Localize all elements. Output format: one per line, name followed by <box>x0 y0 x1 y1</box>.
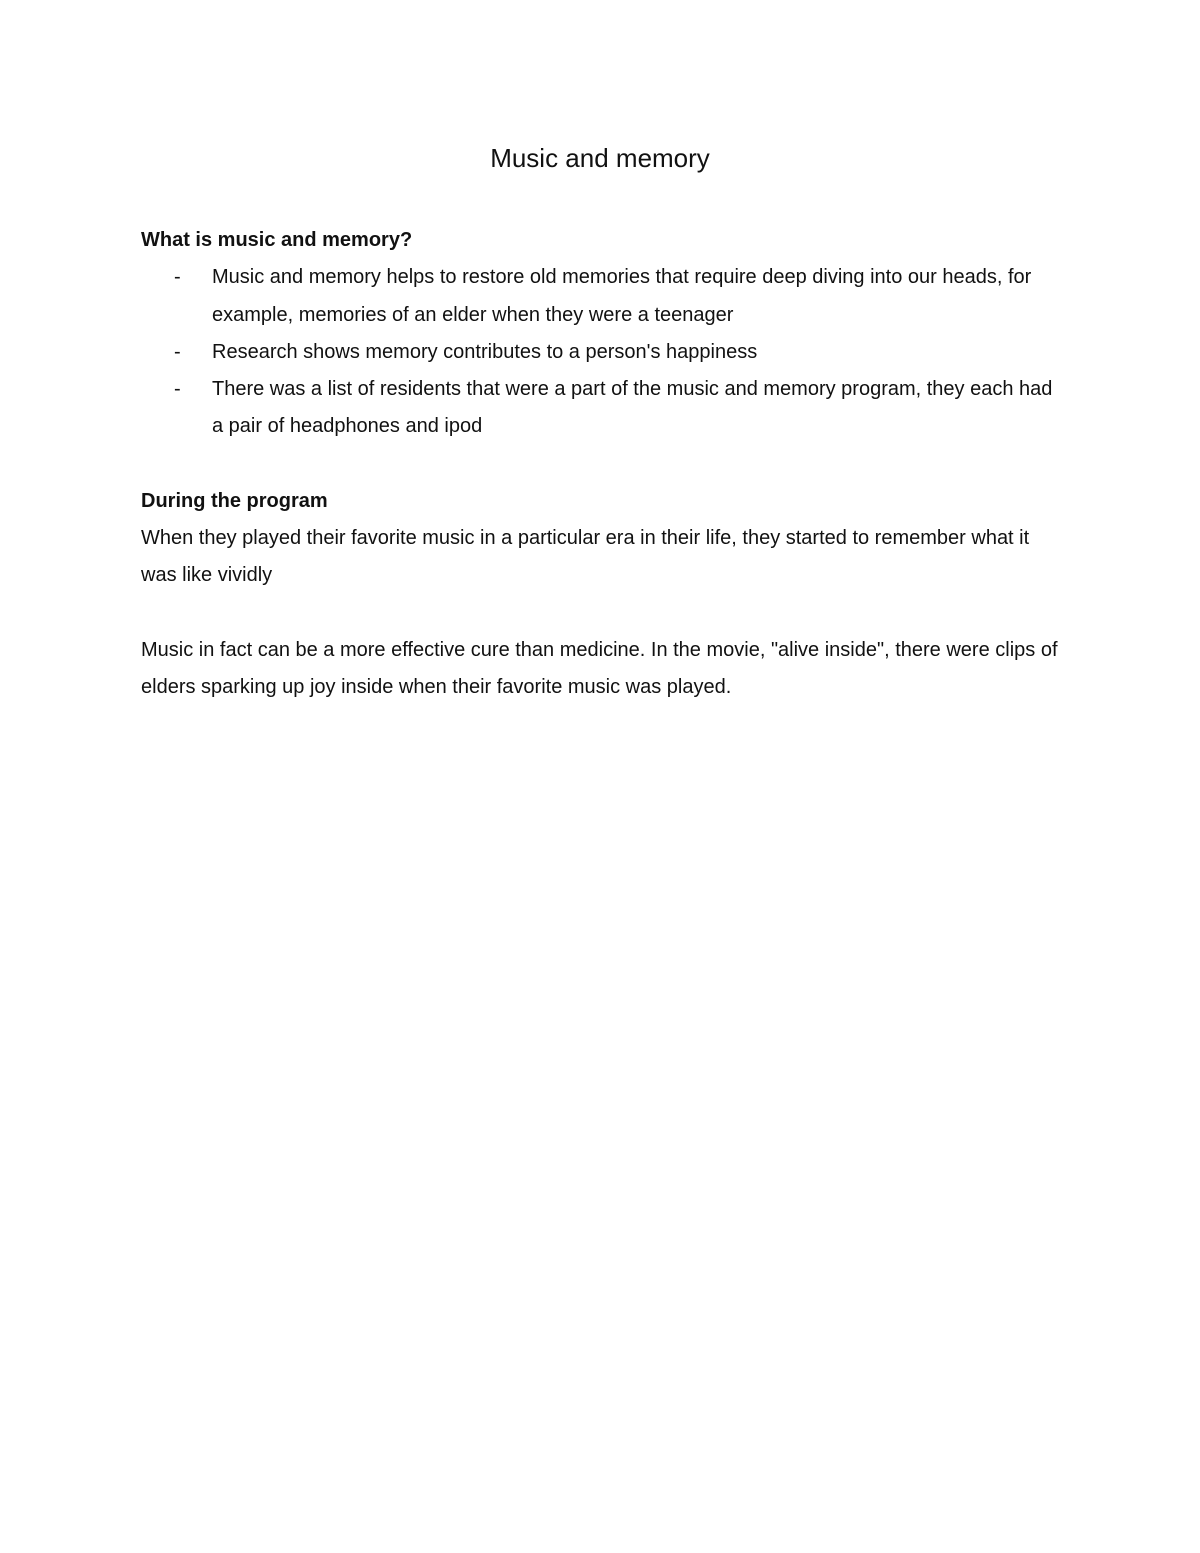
list-item-text: There was a list of residents that were a part of the music and memory program, they each had a pair of headphones and ipod <box>212 378 1053 438</box>
section-heading-during-program: During the program <box>141 489 328 512</box>
list-item <box>141 259 1066 334</box>
document-body <box>141 222 1066 706</box>
bullet-list <box>141 259 1066 445</box>
page-title: Music and memory <box>490 143 710 173</box>
spacer <box>141 595 1066 632</box>
paragraph: When they played their favorite music in a particular era in their life, they started to remember what it was like vividly <box>141 527 1030 587</box>
paragraph: Music in fact can be a more effective cure than medicine. In the movie, "alive inside", there were clips of elders sparking up joy inside when their favorite music was played. <box>141 638 1058 698</box>
list-item-text: Research shows memory contributes to a person's happiness <box>212 340 758 363</box>
spacer <box>141 446 1066 483</box>
dash-marker: - <box>174 340 181 363</box>
dash-marker: - <box>174 378 181 401</box>
list-item-text: Music and memory helps to restore old memories that require deep diving into our heads, for example, memories of an elder when they were a teenager <box>212 266 1032 326</box>
section-heading-what-is: What is music and memory? <box>141 229 413 251</box>
list-item <box>141 371 1066 446</box>
list-item <box>141 334 1066 371</box>
dash-marker: - <box>174 266 181 289</box>
